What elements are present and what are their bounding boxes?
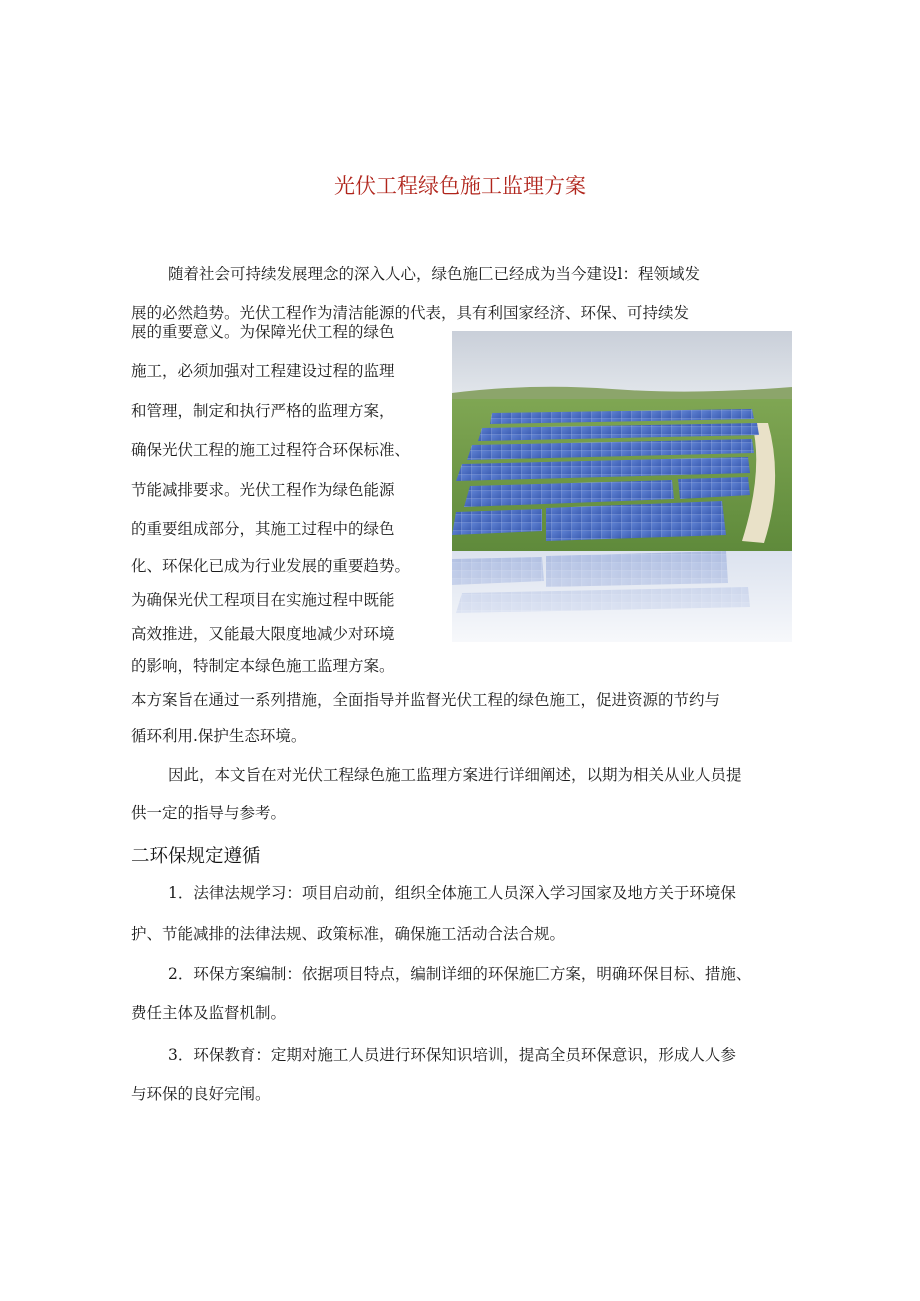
section-line-6: 与环保的良好完闱。: [131, 1085, 271, 1103]
intro-line-16: 供一定的指导与参考。: [131, 804, 287, 822]
section-heading: 二环保规定遵循: [131, 846, 261, 867]
intro-line-6: 确保光伏工程的施工过程符合环保标准、: [131, 441, 411, 459]
intro-line-2: 展的必然趋势。光伏工程作为清洁能源的代表，具有利国家经济、环保、可持续发: [131, 304, 690, 322]
intro-line-9: 化、环保化已成为行业发展的重要趋势。: [131, 557, 411, 575]
section-line-4: 费任主体及监督机制。: [131, 1004, 287, 1022]
solar-field-illustration: [452, 331, 792, 642]
document-title: 光伏工程绿色施工监理方案: [334, 174, 586, 198]
section-line-3: 2．环保方案编制：依据项目特点，编制详细的环保施匚方案，明确环保目标、措施、: [168, 965, 752, 983]
intro-line-10: 为确保光伏工程项目在实施过程中既能: [131, 591, 395, 609]
intro-line-7: 节能减排要求。光伏工程作为绿色能源: [131, 481, 395, 499]
intro-line-14: 循环利用.保护生态环境。: [131, 727, 307, 745]
section-line-2: 护、节能减排的法律法规、政策标准，确保施工活动合法合规。: [131, 925, 566, 943]
section-line-1: 1．法律法规学习：项目启动前，组织全体施工人员深入学习国家及地方关于环境保: [168, 884, 736, 902]
intro-line-1: 随着社会可持续发展理念的深入人心，绿色施匚已经成为当今建设l：程领域发: [168, 265, 700, 283]
intro-line-13: 本方案旨在通过一系列措施，全面指导并监督光伏工程的绿色施工，促进资源的节约与: [131, 691, 721, 709]
intro-line-8: 的重要组成部分，其施工过程中的绿色: [131, 520, 395, 538]
solar-panel-field-photo: [452, 331, 792, 642]
intro-line-15: 因此，本文旨在对光伏工程绿色施工监理方案进行详细阐述，以期为相关从业人员提: [168, 766, 742, 784]
intro-line-11: 高效推进，又能最大限度地减少对环境: [131, 625, 395, 643]
photo-reflection: [452, 551, 792, 642]
intro-line-5: 和管理，制定和执行严格的监理方案，: [131, 402, 395, 420]
section-line-5: 3．环保教育：定期对施工人员进行环保知识培训，提高全员环保意识，形成人人参: [168, 1046, 736, 1064]
intro-line-4: 施工，必须加强对工程建设过程的监理: [131, 362, 395, 380]
intro-line-3: 展的重要意义。为保障光伏工程的绿色: [131, 323, 395, 341]
intro-line-12: 的影响，特制定本绿色施工监理方案。: [131, 657, 395, 675]
